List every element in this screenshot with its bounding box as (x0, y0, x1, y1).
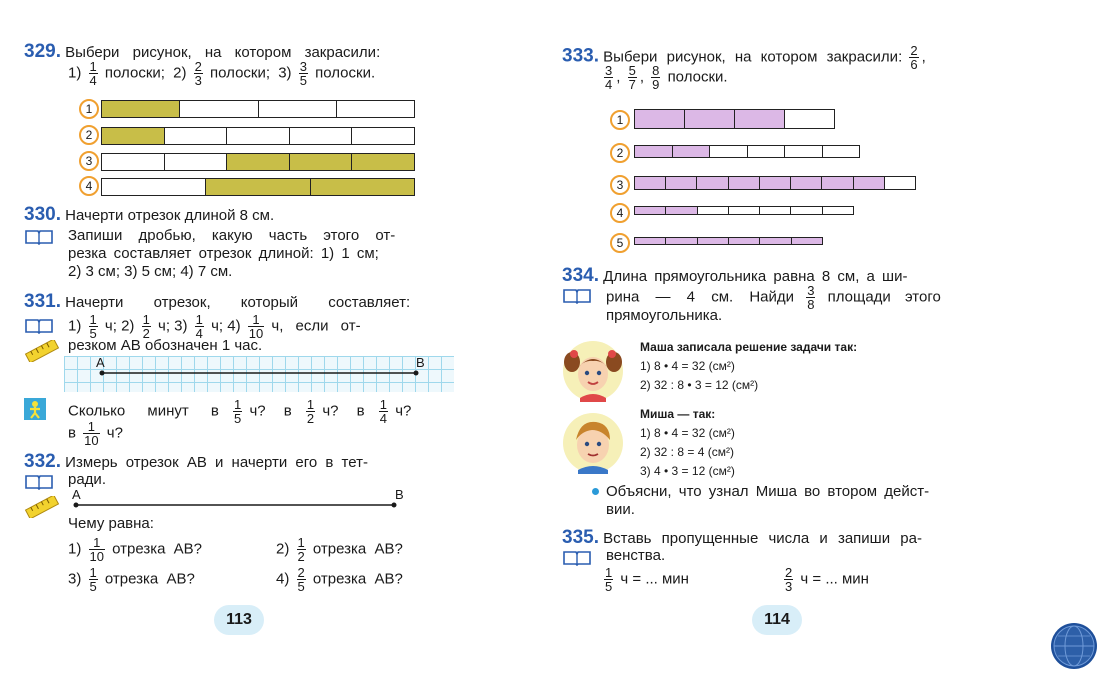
task-329-line2: 1) $\frac{1}{4}$ полоски; 2) $\frac{2}{3}$ полоски; 3) $\frac{3}{5}$ полоски. (68, 59, 376, 88)
person-icon (24, 398, 46, 420)
strip-label-4: 4 (610, 203, 630, 223)
explain-line1: Объясни, что узнал Миша во втором дейст- (606, 483, 930, 500)
navigation-globe-icon[interactable] (1050, 622, 1098, 670)
point-b: В (395, 487, 404, 502)
fraction: $\frac{2}{3}$ (194, 59, 202, 88)
question-minutes-line1: Сколько минут в $\frac{1}{5}$ ч? в $\frac{1}{2}$ ч? в $\frac{1}{4}$ ч? (68, 397, 412, 426)
page-number-113: 113 (214, 605, 264, 635)
fraction: $\frac{1}{4}$ (89, 59, 97, 88)
strip-thirds (101, 178, 415, 196)
strip-fifths (101, 127, 415, 145)
equation-1: $\frac{1}{5}$ ч = ... мин (605, 565, 689, 594)
strip-label-4: 4 (79, 176, 99, 196)
task-332-line2: ради. (68, 471, 106, 488)
strip-sevenths-lilac (634, 206, 854, 215)
task-333-line1: 333. Выбери рисунок, на котором закрасили: $\frac{2}{6}$ , (562, 43, 926, 72)
task-331-line1: 331. Начерти отрезок, который составляет: (24, 291, 411, 312)
point-b: В (416, 355, 425, 370)
task-332-line3: Чему равна: (68, 515, 154, 532)
task-334-line1: 334. Длина прямоугольника равна 8 см, а ши- (562, 265, 908, 286)
strip-label-2: 2 (79, 125, 99, 145)
task-335-line2: венства. (606, 547, 666, 564)
ruler-icon (24, 340, 60, 362)
item-3: 3) $\frac{1}{5}$ отрезка АВ? (68, 565, 195, 594)
task-number: 335. (562, 527, 599, 548)
strip-label-3: 3 (610, 175, 630, 195)
strip-quarters-lilac (634, 109, 835, 129)
strip-ninths-lilac (634, 176, 916, 190)
explain-line2: вии. (606, 501, 635, 518)
task-number: 332. (24, 451, 61, 472)
task-number: 333. (562, 45, 599, 67)
girl-avatar (562, 340, 624, 402)
task-330-line2: Запиши дробью, какую часть этого от- (68, 227, 396, 244)
strip-label-1: 1 (79, 99, 99, 119)
task-329-line1: 329. Выбери рисунок, на котором закрасили: (24, 41, 381, 62)
segment-ab-measure (70, 498, 410, 512)
question-minutes-line2: в $\frac{1}{10}$ ч? (68, 419, 123, 448)
bullet-icon (592, 488, 599, 495)
task-330-line1: 330. Начерти отрезок длиной 8 см. (24, 204, 275, 225)
task-331-line3: резком АВ обозначен 1 час. (68, 337, 263, 354)
strip-fifths-three (101, 153, 415, 171)
point-a: А (96, 355, 105, 370)
book-icon (563, 550, 591, 566)
task-334-line3: прямоугольника. (606, 307, 723, 324)
task-332-line1: 332. Измерь отрезок АВ и начерти его в тет- (24, 451, 368, 472)
misha-step-3: 3) 4 • 3 = 12 (см²) (640, 464, 735, 478)
strip-label-3: 3 (79, 151, 99, 171)
book-icon (25, 229, 53, 245)
strip-label-2: 2 (610, 143, 630, 163)
segment-ab (64, 356, 454, 392)
item-1: 1) $\frac{1}{10}$ отрезка АВ? (68, 535, 203, 564)
fraction: $\frac{3}{5}$ (299, 59, 307, 88)
ruler-icon (24, 496, 60, 518)
task-number: 329. (24, 41, 61, 62)
strip-sixths-lilac (634, 145, 860, 158)
book-icon (25, 318, 53, 334)
masha-step-2: 2) 32 : 8 • 3 = 12 (см²) (640, 378, 759, 392)
page-number-114: 114 (752, 605, 802, 635)
misha-step-1: 1) 8 • 4 = 32 (см²) (640, 426, 735, 440)
item-2: 2) $\frac{1}{2}$ отрезка АВ? (276, 535, 403, 564)
misha-step-2: 2) 32 : 8 = 4 (см²) (640, 445, 734, 459)
strip-quarters (101, 100, 415, 118)
task-330-line4: 2) 3 см; 3) 5 см; 4) 7 см. (68, 263, 233, 280)
book-icon (25, 474, 53, 490)
item-4: 4) $\frac{2}{5}$ отрезка АВ? (276, 565, 403, 594)
misha-heading: Миша — так: (640, 407, 716, 421)
boy-avatar (562, 412, 624, 474)
masha-heading: Маша записала решение задачи так: (640, 340, 858, 354)
book-icon (563, 288, 591, 304)
strip-label-5: 5 (610, 233, 630, 253)
task-number: 331. (24, 291, 61, 312)
equation-2: $\frac{2}{3}$ ч = ... мин (785, 565, 869, 594)
task-number: 330. (24, 204, 61, 225)
point-a: А (72, 487, 81, 502)
task-335-line1: 335. Вставь пропущенные числа и запиши ра- (562, 527, 922, 548)
strip-sixths-thin-lilac (634, 237, 823, 245)
task-333-line2: $\frac{3}{4}$ , $\frac{5}{7}$ , $\frac{8}{9}$ полоски. (605, 63, 728, 92)
masha-step-1: 1) 8 • 4 = 32 (см²) (640, 359, 735, 373)
strip-label-1: 1 (610, 110, 630, 130)
task-number: 334. (562, 265, 599, 286)
task-330-line3: резка составляет отрезок длиной: 1) 1 см; (68, 245, 379, 262)
task-334-line2: рина — 4 см. Найди $\frac{3}{8}$ площади этого (606, 283, 941, 312)
task-331-line2: 1) $\frac{1}{5}$ ч; 2) $\frac{1}{2}$ ч; 3) $\frac{1}{4}$ ч; 4) $\frac{1}{10}$ ч, если от- (68, 312, 361, 341)
